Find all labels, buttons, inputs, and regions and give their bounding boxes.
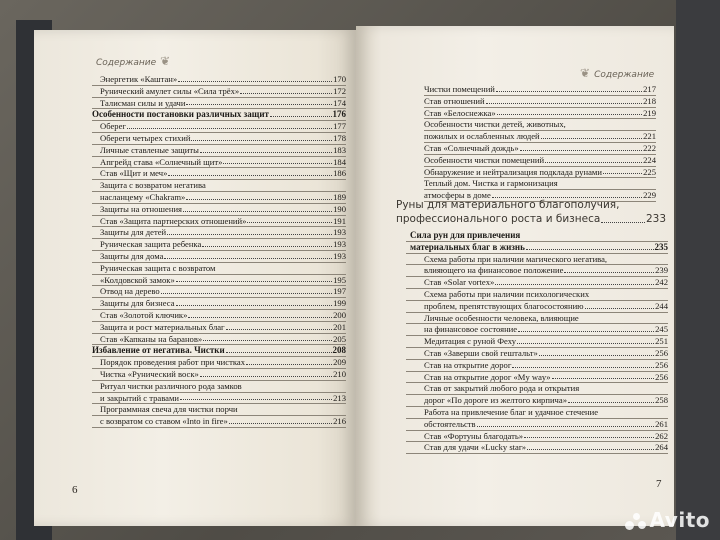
toc-entry-title: атмосферы в доме [424,190,491,201]
toc-entry-title: пожилых и ослабленных людей [424,131,540,142]
toc-entry-page: 186 [333,168,346,179]
toc-entry [92,216,346,227]
leader-dots [568,402,654,403]
toc-entry [92,204,346,215]
toc-entry [92,345,346,356]
toc-entry-title: Отвод на дерево [100,286,160,297]
toc-entry-page: 201 [333,321,346,332]
toc-entry-title: Став для удачи «Lucky star» [424,442,527,453]
toc-entry-page: 251 [655,336,668,347]
toc-entry-page: 177 [333,121,346,132]
page-header-title: Содержание [594,70,655,80]
leader-dots [486,103,643,104]
toc-entry [92,381,346,392]
toc-entry-title: Апгрейд става «Солнечный щит» [100,156,223,167]
toc-entry-title: Особенности чистки детей, животных, [424,119,566,130]
watermark-logo-icon [625,513,647,531]
toc-entry-title: обстоятельств [424,418,476,429]
leader-dots [202,246,332,247]
left-toc [92,74,346,428]
toc-entry-page: 256 [655,359,668,370]
toc-entry [92,404,346,415]
toc-entry-title: Особенности чистки помещений [424,154,545,165]
toc-entry-page: 213 [333,392,346,403]
left-page-header [96,54,174,68]
toc-entry [92,98,346,109]
leader-dots [226,352,332,353]
toc-entry-page: 190 [333,203,346,214]
book-cover-right [676,0,720,540]
toc-entry-page: 174 [333,97,346,108]
leader-dots [183,211,332,212]
toc-entry-page: 191 [333,215,346,226]
toc-entry [92,357,346,368]
toc-entry [406,265,668,276]
toc-entry [92,239,346,250]
toc-entry-title: Став «Защита партнерских отношений» [100,215,247,226]
toc-entry-title: Личные особенности человека, влияющие [424,312,579,323]
leader-dots [527,449,654,450]
leader-dots [176,281,332,282]
toc-entry-title: Став «Solar vortex» [424,277,495,288]
toc-entry [92,251,346,262]
toc-entry-title: Став «Щит и меч» [100,168,168,179]
toc-entry [92,275,346,286]
toc-entry [92,180,346,191]
toc-entry [424,108,656,119]
toc-entry [424,167,656,178]
toc-entry-title: Став на открытие дорог «My way» [424,371,551,382]
section-title-line-1: Руны для материального благополучия, [396,199,620,211]
toc-entry [92,133,346,144]
toc-entry [406,431,668,442]
leader-dots [247,222,332,223]
leader-dots [517,343,654,344]
toc-entry-page: 221 [643,131,656,142]
toc-entry [406,254,668,265]
page-header-title: Содержание [96,58,157,68]
leader-dots [127,128,332,129]
leader-dots [226,329,333,330]
toc-entry-page: 195 [333,274,346,285]
toc-entry [406,372,668,383]
leader-dots [585,308,655,309]
section-title-line-2: профессионального роста и бизнеса [396,213,601,225]
toc-entry [424,96,656,107]
toc-entry-page: 258 [655,395,668,406]
toc-entry-title: Медитация с руной Феху [424,336,517,347]
toc-entry-title: Избавление от негатива. Чистки [92,345,225,356]
toc-entry [406,301,668,312]
leader-dots [168,175,332,176]
toc-entry [424,84,656,95]
toc-entry [92,416,346,427]
section-heading [396,198,666,226]
toc-entry-page: 199 [333,298,346,309]
toc-entry-page: 225 [643,166,656,177]
toc-entry [424,155,656,166]
toc-entry-title: Руническая защита с возвратом [100,262,216,273]
toc-entry [406,419,668,430]
toc-entry-page: 245 [655,324,668,335]
watermark-text: Avito [649,508,710,532]
toc-entry-title: Порядок проведения работ при чистках [100,357,245,368]
toc-entry-title: Став отношений [424,95,485,106]
toc-entry-page: 256 [655,347,668,358]
leader-dots [200,376,332,377]
toc-entry-page: 197 [333,286,346,297]
toc-entry [406,348,668,359]
leader-dots [526,249,654,250]
toc-entry-page: 209 [333,357,346,368]
toc-entry [424,119,656,130]
toc-entry-title: Защиты на отношения [100,203,182,214]
toc-entry-page: 224 [643,154,656,165]
toc-entry-title: и закрытий с травами [100,392,180,403]
toc-entry [92,263,346,274]
entry-separator [92,427,346,428]
toc-entry-title: дорог «По дороге из желтого кирпича» [424,395,567,406]
left-page [34,30,356,526]
leader-dots [186,199,332,200]
toc-entry [92,286,346,297]
toc-entry-page: 264 [655,442,668,453]
toc-entry-page: 193 [333,239,346,250]
toc-entry-page: 200 [333,309,346,320]
right-toc-top [424,84,656,202]
toc-entry-title: насланцему «Chakram» [100,191,186,202]
toc-entry-title: Чистка «Рунический воск» [100,368,199,379]
toc-entry-title: Схема работы при наличии психологических [424,288,590,299]
toc-entry-page: 193 [333,250,346,261]
leader-dots [203,340,332,341]
page-number: 6 [72,484,78,496]
ornament-icon: ❦ [580,66,591,80]
leader-dots [512,367,654,368]
toc-entry [406,230,668,241]
leader-dots [477,426,654,427]
toc-entry [92,322,346,333]
toc-entry [424,131,656,142]
leader-dots [246,364,332,365]
leader-dots [552,378,655,379]
leader-dots [495,284,654,285]
toc-entry [92,334,346,345]
toc-entry [406,360,668,371]
toc-entry-page: 184 [333,156,346,167]
entry-separator [406,453,668,454]
toc-entry [406,395,668,406]
toc-entry-title: Схема работы при наличии магического негатива, [424,253,608,264]
toc-entry-title: Работа на привлечение благ и удачное стечение [424,406,599,417]
toc-entry [424,178,656,189]
leader-dots [167,234,332,235]
toc-entry-page: 239 [655,265,668,276]
leader-dots [518,331,654,332]
toc-entry [92,310,346,321]
toc-entry-title: Особенности постановки различных защит [92,109,269,120]
toc-entry [406,336,668,347]
toc-entry-page: 178 [333,132,346,143]
toc-entry [92,298,346,309]
toc-entry [424,143,656,154]
toc-entry-page: 244 [655,300,668,311]
toc-entry [92,227,346,238]
toc-entry [92,86,346,97]
toc-entry-title: Защиты для дома [100,250,164,261]
leader-dots [200,152,332,153]
toc-entry-page: 172 [333,85,346,96]
toc-entry-title: Став «Золотой ключик» [100,309,188,320]
section-title-row [396,212,666,226]
toc-entry-title: проблем, препятствующих благосостоянию [424,300,584,311]
toc-entry-title: материальных благ в жизнь [410,241,525,252]
toc-entry-title: Став «Белоснежка» [424,107,496,118]
toc-entry-title: Ритуал чистки различного рода замков [100,380,242,391]
toc-entry-title: Сила рун для привлечения [410,230,521,240]
toc-entry-page: 170 [333,74,346,84]
toc-entry [406,313,668,324]
leader-dots [191,140,332,141]
toc-entry [406,277,668,288]
toc-entry-title: Обнаружение и нейтрализация подклада рунами [424,166,602,177]
toc-entry [406,407,668,418]
leader-dots [229,423,332,424]
toc-entry-title: Защита с возвратом негатива [100,180,206,191]
toc-entry-title: Защиты для детей [100,227,167,238]
toc-entry-page: 222 [643,142,656,153]
leader-dots [545,162,642,163]
toc-entry-title: Став «Капканы на баранов» [100,333,203,344]
toc-entry-title: Став «Солнечный дождь» [424,142,519,153]
toc-entry-title: Чистки помещений [424,84,495,94]
leader-dots [223,163,332,164]
toc-entry-page: 219 [643,107,656,118]
toc-entry-page: 235 [654,241,668,252]
leader-dots [178,81,332,82]
toc-entry [92,109,346,120]
toc-entry-page: 189 [333,191,346,202]
leader-dots [541,138,642,139]
toc-entry-page: 216 [333,416,346,427]
leader-dots [539,355,654,356]
leader-dots [524,437,654,438]
toc-entry-title: Личные ставленые защиты [100,144,199,155]
toc-entry [406,442,668,453]
toc-entry [406,242,668,253]
toc-entry-title: Талисман силы и удачи [100,97,186,108]
toc-entry [92,145,346,156]
leader-dots [186,104,332,105]
leader-dots [180,399,332,400]
toc-entry-page: 256 [655,371,668,382]
right-page [356,26,674,526]
leader-dots [176,305,333,306]
leader-dots [240,93,332,94]
toc-entry-title: Став «Фортуны благодать» [424,430,524,441]
watermark [625,508,710,532]
toc-entry [406,289,668,300]
page-number: 7 [656,478,662,490]
leader-dots [164,258,332,259]
toc-entry-page: 208 [332,345,346,356]
leader-dots [161,293,332,294]
toc-entry-page: 217 [643,84,656,94]
toc-entry-title: Оберег [100,121,126,132]
toc-entry [406,383,668,394]
toc-entry-page: 193 [333,227,346,238]
leader-dots [603,173,642,174]
toc-entry-title: Защита и рост материальных благ [100,321,225,332]
right-toc-bottom [406,230,668,454]
toc-entry [92,74,346,85]
toc-entry-page: 218 [643,95,656,106]
toc-entry [406,324,668,335]
toc-entry-title: на финансовое состояние [424,324,518,335]
toc-entry [92,121,346,132]
toc-entry-title: «Колдовской замок» [100,274,175,285]
toc-entry [92,393,346,404]
toc-entry-title: Энергетик «Каштан» [100,74,178,84]
toc-entry-page: 183 [333,144,346,155]
toc-entry-title: Обереги четырех стихий [100,132,191,143]
toc-entry-title: Руническая защита ребенка [100,239,202,250]
toc-entry-title: Став от закрытий любого рода и открытия [424,383,580,394]
toc-entry [92,369,346,380]
toc-entry-page: 262 [655,430,668,441]
leader-dots [497,114,642,115]
leader-dots [270,116,332,117]
toc-entry [92,157,346,168]
section-page-number: 233 [645,213,666,225]
toc-entry-title: Рунический амулет силы «Сила трёх» [100,85,240,96]
toc-entry [92,192,346,203]
toc-entry [92,168,346,179]
toc-entry-page: 210 [333,368,346,379]
toc-entry-title: Теплый дом. Чистка и гармонизация [424,178,558,189]
toc-entry-page: 205 [333,333,346,344]
toc-entry-title: с возвратом со ставом «Into in fire» [100,416,228,427]
leader-dots [188,317,332,318]
toc-entry-title: влияющего на финансовое положение [424,265,564,276]
ornament-icon: ❦ [160,54,171,68]
leader-dots [520,150,642,151]
toc-entry-page: 176 [332,109,346,120]
toc-entry-page: 242 [655,277,668,288]
toc-entry-title: Защиты для бизнеса [100,298,175,309]
toc-entry-page: 261 [655,418,668,429]
toc-entry-title: Став на открытие дорог [424,359,512,370]
leader-dots [496,91,642,92]
toc-entry-title: Став «Заверши свой гештальт» [424,347,538,358]
right-page-header [576,66,654,80]
leader-dots [601,222,645,223]
toc-entry-title: Программная свеча для чистки порчи [100,404,238,415]
leader-dots [564,272,654,273]
toc-entry-page: 229 [643,190,656,201]
